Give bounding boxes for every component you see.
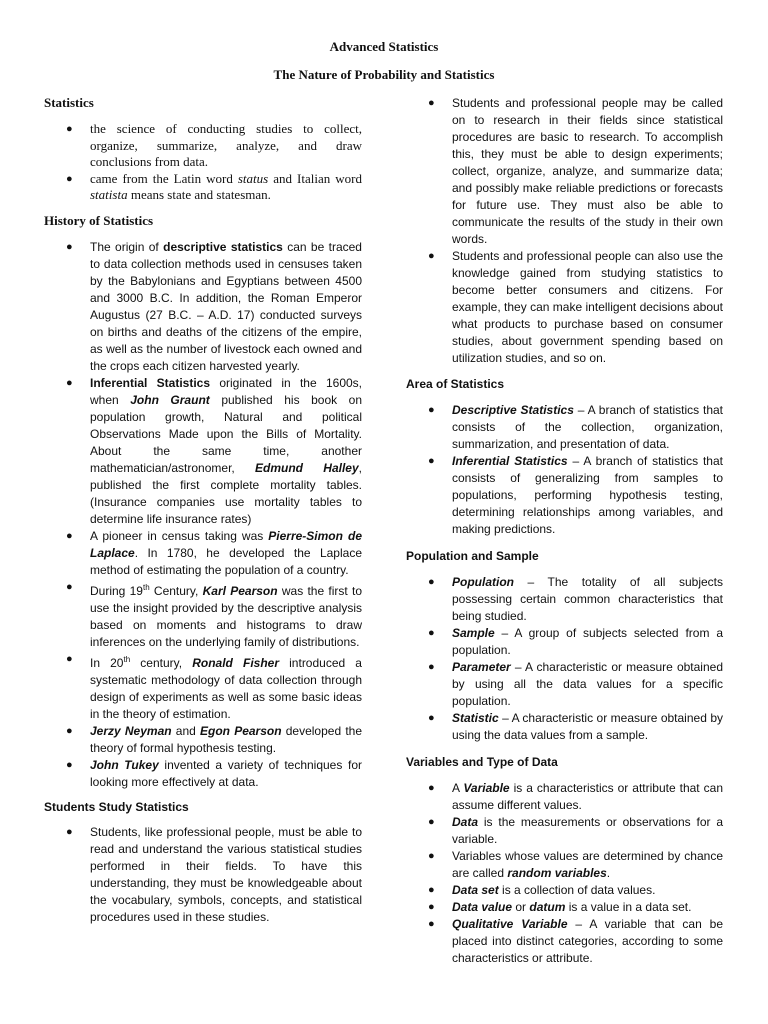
list-item: ● Parameter – A characteristic or measure obtained by using all the data values for a specific population. xyxy=(428,660,723,708)
section-heading-history: History of Statistics xyxy=(44,212,154,228)
section-heading-population: Population and Sample xyxy=(406,549,539,563)
list-item: ● Students, like professional people, must be able to read and understand the various statistical studies performed in their fields. To have this understanding, they must be knowledgeable about the vocabulary, symbols, concepts, and statistical procedures used in these studies. xyxy=(66,824,362,924)
list-item: ● Inferential Statistics originated in the 1600s, when John Graunt published his book on population growth, Natural and political Observations Made upon the Bills of Mortality. About the same time, another mathematician/astronomer, Edmund Halley, published the first complete mortality tables. (Insurance companies use mortality tables to determine life insurance rates) xyxy=(66,375,363,526)
list-item: ● John Tukey invented a variety of techniques for looking more effectively at data. xyxy=(66,757,362,789)
list-item: ● Qualitative Variable – A variable that can be placed into distinct categories, according to some characteristics or attribute. xyxy=(428,917,724,965)
list-item: ● Statistic – A characteristic or measure obtained by using the data values from a sample. xyxy=(428,711,723,742)
list-item: ● Data value or datum is a value in a data set. xyxy=(428,900,692,914)
list-item: ● Sample – A group of subjects selected from a population. xyxy=(428,626,723,657)
list-item: ● The origin of descriptive statistics can be traced to data collection methods used in censuses taken by the Babylonians and Egyptians between 4500 and 3000 B.C. In addition, the Roman Emperor Augustus (27 B.C. – A.D. 17) conducted surveys on births and deaths of the citizens of the empire, as well as the number of livestock each owned and the crops each citizen harvested yearly. xyxy=(66,239,362,373)
list-item: ● During 19th Century, Karl Pearson was the first to use the insight provided by the descriptive analysis based on moments and histograms to draw inferences on the underlying family of distributions. xyxy=(66,580,362,649)
document-subtitle: The Nature of Probability and Statistics xyxy=(273,67,495,82)
section-heading-statistics: Statistics xyxy=(44,95,94,110)
section-heading-variables: Variables and Type of Data xyxy=(406,755,558,769)
right-column xyxy=(406,95,723,967)
area-list xyxy=(406,402,723,538)
document-title: Advanced Statistics xyxy=(329,39,439,54)
list-item: ● A Variable is a characteristics or attribute that can assume different values. xyxy=(428,781,723,812)
list-item: ● Students and professional people may be called on to research in their fields since statistical procedures are basic to research. To accomplish this, they must be able to design experiments; collect, organize, analyze, and summarize data; and possibly make reliable predictions or forecasts for future use. They must also be able to communicate the results of the study in their own words. xyxy=(428,96,723,246)
list-item: ● Data set is a collection of data values. xyxy=(428,883,656,897)
list-item: ● In 20th century, Ronald Fisher introduced a systematic methodology of data collection through design of experiments as well as some basic ideas in the theory of estimation. xyxy=(66,652,362,721)
variables-list xyxy=(406,780,723,967)
list-item: ● the science of conducting studies to collect, organize, summarize, analyze, and draw conclusions from data. xyxy=(66,121,362,169)
population-list xyxy=(406,574,723,744)
students-list xyxy=(44,824,362,926)
list-item: ● Jerzy Neyman and Egon Pearson developed the theory of formal hypothesis testing. xyxy=(66,723,362,755)
list-item: ● Descriptive Statistics – A branch of statistics that consists of the collection, organization, summarization, and presentation of data. xyxy=(428,403,723,451)
list-item: ● came from the Latin word status and Italian word statista means state and statesman. xyxy=(66,170,362,202)
list-item: ● Variables whose values are determined by chance are called random variables. xyxy=(428,849,723,880)
list-item: ● Inferential Statistics – A branch of statistics that consists of generalizing from samples to populations, performing hypothesis testing, determining relationships among variables, and making predictions. xyxy=(428,454,723,536)
list-item: ● Students and professional people can also use the knowledge gained from studying statistics to become better consumers and citizens. For example, they can make intelligent decisions about what products to purchase based on consumer studies, about government spending based on utilization studies, and so on. xyxy=(428,249,723,365)
list-item: ● Data is the measurements or observations for a variable. xyxy=(428,815,723,846)
statistics-list xyxy=(44,121,362,204)
history-list xyxy=(44,239,362,791)
left-column xyxy=(44,95,362,926)
section-heading-students: Students Study Statistics xyxy=(44,799,189,814)
continued-list xyxy=(406,95,723,367)
list-item: ● Population – The totality of all subjects possessing certain common characteristics that being studied. xyxy=(428,575,723,623)
section-heading-area: Area of Statistics xyxy=(406,377,505,391)
list-item: ● A pioneer in census taking was Pierre-Simon de Laplace. In 1780, he developed the Laplace method of estimating the population of a country. xyxy=(66,528,362,577)
